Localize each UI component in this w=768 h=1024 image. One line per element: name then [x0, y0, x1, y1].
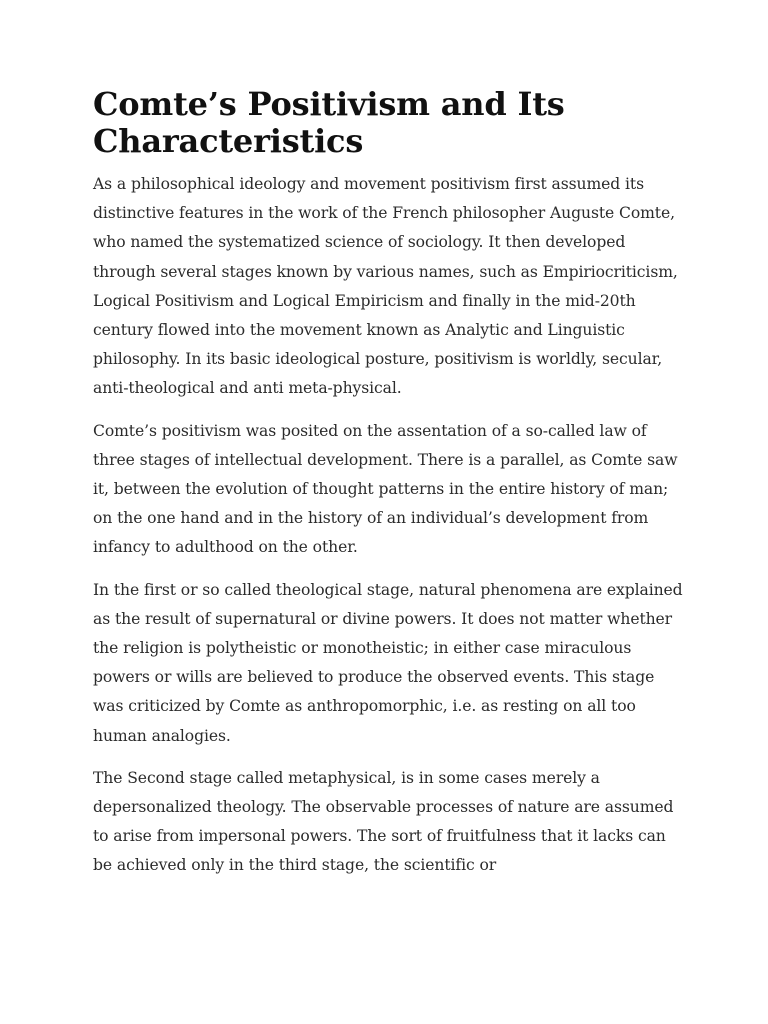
paragraph-metaphysical-stage: The Second stage called metaphysical, is in some cases merely a depersonalized theology. The observable processes of nature are assumed to arise from impersonal powers. The sort of fruitfulness that it lacks can be achieved only in the third stage, the scientific or — [93, 768, 674, 875]
article — [93, 86, 683, 894]
paragraph-theological-stage: In the first or so called theological stage, natural phenomena are explained as the result of supernatural or divine powers. It does not matter whether the religion is polytheistic or monotheistic; in either case miraculous powers or wills are believed to produce the observed events. This stage was criticized by Comte as anthropomorphic, i.e. as resting on all too human analogies. — [93, 580, 683, 745]
article-title: Comte’s Positivism and Its Characteristics — [93, 85, 565, 160]
paragraph-three-stages: Comte’s positivism was posited on the assentation of a so-called law of three stages of intellectual development. There is a parallel, as Comte saw it, between the evolution of thought patterns in the entire history of man; on the one hand and in the history of an individual’s development from infancy to adulthood on the other. — [93, 421, 678, 557]
paragraph-intro: As a philosophical ideology and movement positivism first assumed its distinctive features in the work of the French philosopher Auguste Comte, who named the systematized science of sociology. It then developed through several stages known by various names, such as Empiriocriticism, Logical Positivism and Logical Empiricism and finally in the mid-20th century flowed into the movement known as Analytic and Linguistic philosophy. In its basic ideological posture, positivism is worldly, secular, anti-theological and anti meta-physical. — [93, 175, 678, 398]
